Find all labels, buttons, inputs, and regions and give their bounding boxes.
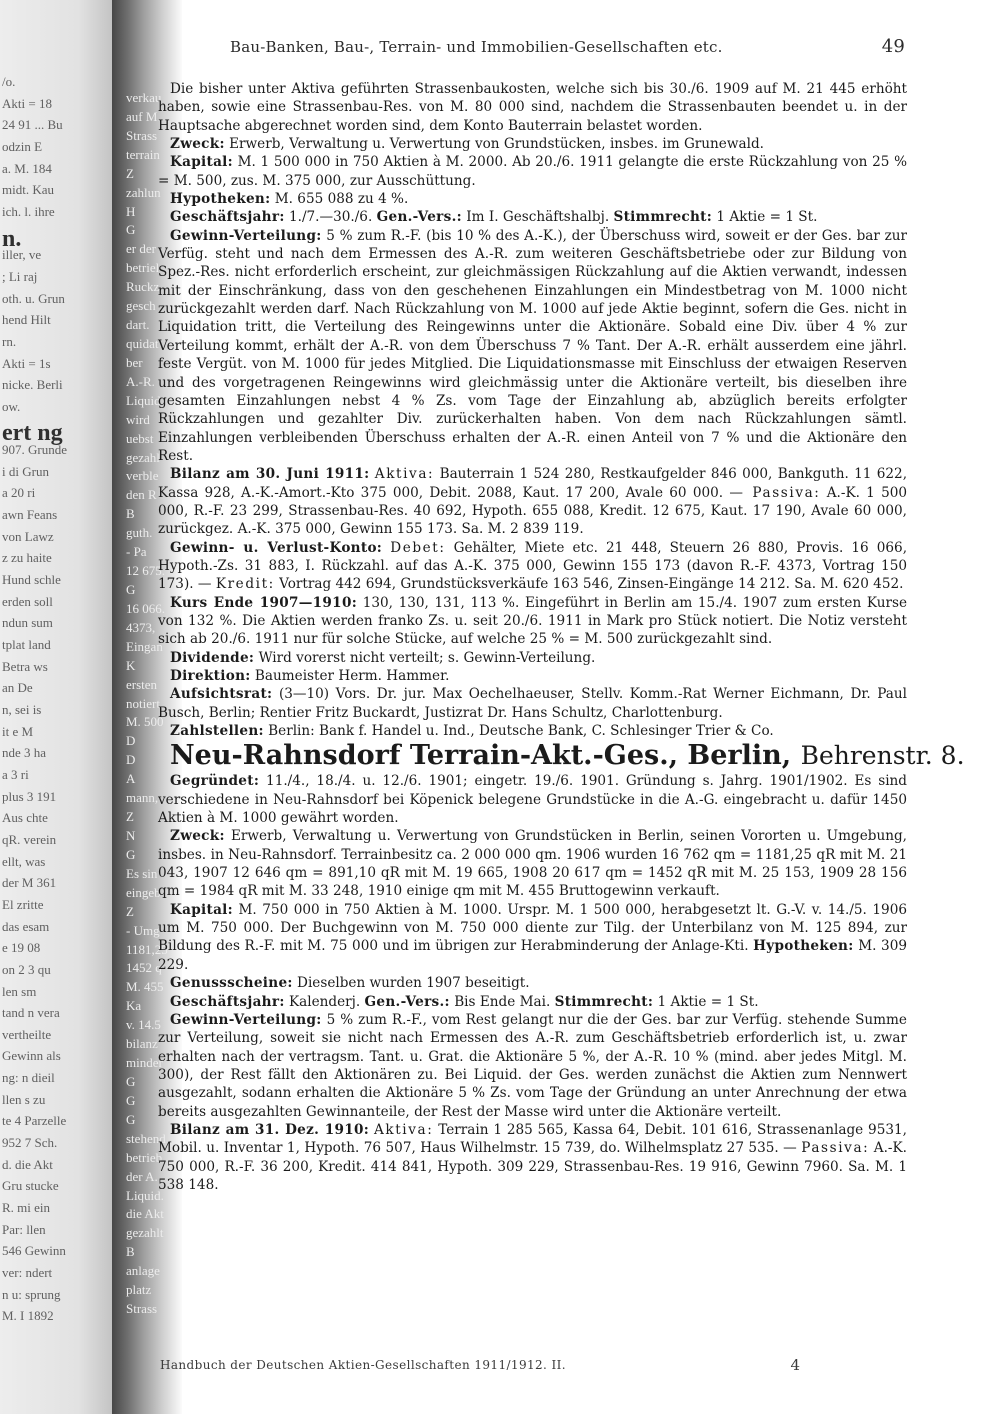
facing-page-fragment: midt. Kau (2, 182, 54, 198)
entry-gewinn-verteilung: Gewinn-Verteilung: 5 % zum R.-F. (bis 10 % des A.-K.), der Überschuss wird, soweit er der Ges. bar zur Verfüg. steht und nach dem Ermessen des A.-R. zum weiteren Geschäftsbetriebe oder zur Bildung von Spez.-Res. nicht erforderlich erscheint, zur gleichmässigen Rückzahlung auf die Aktien verwandt, indessen mit der Einschränkung, dass von den geschehenen Einzahlungen ein Mindestbetrag von M. 1000 nicht zurückgezahlt werden darf. Nach Rückzahlung von M. 1000 auf jede Aktie beginnt, sofern die Ges. nicht in Liquidation tritt, die Verteilung des Reingewinns unter die Aktionäre. Sobald eine Div. über 4 % zur Verteilung kommt, erhält der A.-R. von dem Überschuss 7 % Tant. Der A.-R. erhält ausserdem eine jährl. feste Vergüt. von M. 1000 für jedes Mitglied. Die Liquidationsmasse mit Einschluss der etwaigen Reserven und des vorgetragenen Reingewinns wird gleichmässig unter die Aktionäre verteilt, bis dieselben ihre gesamten Einzahlungen nebst 4 % Zs. vom Tage der Einzahlung ab, abzüglich bereits erfolgter Rückzahlungen und gezahlter Div. zurückerhalten haben. Von dem nach Rückzahlungen sämtl. Einzahlungen verbleibenden Überschuss erhalten der A.-R. einen Anteil von 7 % und die Aktionäre den Rest. (158, 227, 907, 464)
gutter-word: D (126, 733, 136, 749)
facing-page-fragment: i di Grun (2, 463, 49, 479)
gutter-word: G (126, 1111, 136, 1127)
gutter-word: notiert. (126, 695, 164, 711)
page-footer (160, 1358, 800, 1380)
facing-page-fragment: it e M (2, 723, 34, 739)
facing-page-fragment: R. mi ein (2, 1200, 51, 1216)
company-heading (158, 740, 965, 772)
gutter-word: Strass (126, 1301, 158, 1317)
gutter-word: 4373, (126, 619, 156, 635)
facing-page-fragment: awn Feans (2, 507, 58, 523)
gutter-word: G (126, 1074, 136, 1089)
gutter-word: der A. (126, 1168, 158, 1184)
entry-geschaeftsjahr: Geschäftsjahr: 1./7.—30./6. Gen.-Vers.: Im I. Geschäftshalbj. Stimmrecht: 1 Aktie = 1 St. (170, 209, 818, 226)
gutter-word: Es sin (126, 865, 158, 881)
gutter-word: auf M. (126, 108, 161, 124)
gutter-word: Liquid (126, 392, 161, 408)
facing-page-fragment: n, sei is (2, 702, 42, 717)
facing-page-fragment: erden soll (2, 593, 53, 609)
facing-page-fragment: iller, ve (2, 247, 42, 263)
facing-page-fragment: a 20 ri (2, 485, 36, 501)
gutter-word: Z (126, 903, 134, 919)
gutter-word: H (126, 203, 136, 219)
gutter-word: 1181,25 (126, 941, 168, 957)
gutter-word: Z (126, 809, 134, 825)
facing-page-fragment: a. M. 184 (2, 160, 52, 176)
entry-geschaeftsjahr-2: Geschäftsjahr: Kalenderj. Gen.-Vers.: Bis Ende Mai. Stimmrecht: 1 Aktie = 1 St. (170, 993, 759, 1010)
gutter-word: 1452 q (126, 960, 162, 976)
gutter-word: A.-R. (126, 373, 155, 389)
gutter-word: 16 066. (126, 600, 165, 616)
gutter-word: stehend (126, 1130, 166, 1146)
facing-page-fragment: Betra ws (2, 658, 48, 674)
facing-page-fragment: 24 91 ... Bu (2, 117, 63, 133)
facing-page-fragment: Hund schle (2, 572, 61, 588)
entry-kurs: Kurs Ende 1907—1910: 130, 130, 131, 113 %. Eingeführt in Berlin am 15./4. 1907 zum ersten Kurse von 132 %. Die Aktien werden franko Zs. u. seit 20./6. 1911 in Mark pro Stück notiert. Die Notiz versteht sich ab 20./6. 1911 nur für solche Stücke, auf welche 25 % = M. 500 zurückgezahlt sind. (158, 594, 908, 648)
main-column (130, 80, 965, 1194)
facing-page-fragment: Akti = 1s (2, 355, 51, 371)
gutter-word: den R (126, 487, 157, 503)
gutter-word: Liquid. (126, 1187, 164, 1203)
page-number: 49 (881, 36, 905, 57)
facing-page-fragment: das esam (2, 918, 50, 934)
facing-page-fragment: von Lawz (2, 528, 54, 544)
facing-page-fragment: z zu haite (2, 550, 52, 566)
gutter-word: dart. (126, 317, 150, 333)
gutter-word: minder (126, 1055, 163, 1071)
facing-page-fragment: a 3 ri (2, 766, 29, 782)
facing-page-fragment: llen s zu (2, 1091, 46, 1107)
gutter-word: anlage (126, 1263, 160, 1279)
gutter-word: guth. (126, 525, 153, 541)
entry-gewinn-verlust-konto: Gewinn- u. Verlust-Konto: Debet: Gehälter, Miete etc. 21 448, Steuern 26 880, Provis. 16 066, Hypoth.-Zs. 31 883, I. Rückzahl. auf das A.-K. 375 000, Gewinn 155 173 (davon R.-F. 4373, Vortrag 150 173). — Kredit: Vortrag 442 694, Grundstücksverkäufe 163 546, Zinsen-Eingänge 14 212. Sa. M. 620 452. (158, 539, 908, 593)
company-address: Behrenstr. 8. (800, 741, 965, 771)
gutter-word: terrain (126, 146, 160, 162)
facing-page-fragment: Aus chte (2, 810, 48, 826)
gutter-word: N (126, 828, 136, 843)
gutter-word: eingeb (126, 884, 161, 900)
facing-page-fragment: ert ng (2, 420, 63, 447)
facing-page-fragment: Akti = 18 (2, 95, 52, 111)
facing-page-fragment: qR. verein (2, 831, 57, 847)
entry-gewinn-verteilung-2: Gewinn-Verteilung: 5 % zum R.-F., vom Rest gelangt nur die der Ges. bar zur Verfüg. stehende Summe zur Verteilung, soweit sie nicht nach Ermessen des A.-R. zum Geschäftsbetrieb erforderlich ist, u. zwar erhalten nach der vertragsm. Tant. u. Grat. die Aktionäre 5 %, der A.-R. 10 % (mind. aber jedes Mitgl. M. 300), der Rest fällt den Aktionären zu. Bei Liquid. der Ges. werden zunächst die Aktien zum Nennwert ausgezahlt, sodann erhalten die Aktionäre 5 % Zs. vom Tage der Gründung an unter Anrechnung der etwa bereits ausgezahlten Gewinnanteile, der Rest der Masse wird unter die Aktionäre verteilt. (158, 1011, 907, 1120)
facing-page-fragment: El zritte (2, 896, 44, 912)
gutter-word: betrieb (126, 1149, 163, 1165)
facing-page-fragment: d. die Akt (2, 1156, 53, 1172)
facing-page-fragment: oth. u. Grun (2, 290, 65, 306)
entry-gegruendet: Gegründet: 11./4., 18./4. u. 12./6. 1901; eingetr. 19./6. 1901. Gründung s. Jahrg. 1901/1902. Es sind verschiedene in Neu-Rahnsdorf bei Köpenick belegene Grundstücke in die A.-G. eingebracht u. dafür 1450 Aktien à M. 1000 gewährt worden. (158, 773, 907, 827)
gutter-word: 12 675. (126, 563, 165, 579)
facing-page-fragment: 907. Grunde (2, 442, 67, 458)
entry-aufsichtsrat: Aufsichtsrat: (3—10) Vors. Dr. jur. Max Oechelhaeuser, Stellv. Komm.-Rat Werner Eichmann, Dr. Paul Busch, Berlin; Rentier Fritz Buckardt, Justizrat Dr. Hans Schultz, Charlottenburg. (158, 686, 908, 721)
running-header (230, 38, 905, 64)
gutter-word: A (126, 771, 136, 787)
entry-zweck: Zweck: Erwerb, Verwaltung u. Verwertung von Grundstücken, insbes. im Grunewald. (170, 136, 764, 153)
gutter-word: gezahlt (126, 1225, 164, 1241)
facing-page-fragment: ng: n dieil (2, 1070, 55, 1086)
gutter-word: M. 500 (126, 714, 164, 730)
facing-page-fragment: an De (2, 680, 33, 696)
gutter-word: betriel (126, 260, 160, 276)
facing-page-fragment: rn. (2, 333, 17, 349)
facing-page-fragment: n. (2, 225, 22, 252)
facing-page-fragment: vertheilte (2, 1026, 52, 1042)
gutter-word: Ka (126, 998, 142, 1014)
gutter-word: die Akt (126, 1206, 164, 1222)
gutter-word: Strass (126, 127, 158, 143)
facing-page-fragment: nicke. Berli (2, 377, 63, 393)
gutter-word: - Umg (126, 922, 160, 938)
facing-page-fragment: Par: llen (2, 1221, 46, 1237)
gutter-word: mann, (126, 790, 159, 806)
gutter-word: wird (126, 411, 150, 427)
company-name: Neu-Rahnsdorf Terrain-Akt.-Ges., Berlin, (170, 740, 792, 772)
facing-page-fragment: tand n vera (2, 1005, 60, 1021)
entry-bilanz: Bilanz am 30. Juni 1911: Aktiva: Bauterrain 1 524 280, Restkaufgelder 846 000, Bankguth. 11 622, Kassa 928, A.-K.-Amort.-Kto 375 000, Debit. 2088, Kaut. 17 200, Avale 60 000. — Passiva: A.-K. 1 500 000, R.-F. 23 299, Strassenbau-Res. 40 692, Hypoth. 655 088, Kredit. 12 675, Kaut. 17 190, Avale 60 000, zurückgez. A.-K. 375 000, Gewinn 155 173. Sa. M. 2 839 119. (158, 466, 908, 538)
gutter-word: G (126, 846, 136, 862)
gutter-word: B (126, 506, 135, 522)
facing-page-fragment: ndun sum (2, 615, 53, 631)
entry-zweck-2: Zweck: Erwerb, Verwaltung u. Verwertung von Grundstücken in Berlin, seinen Vororten u. Umgebung, insbes. in Neu-Rahnsdorf. Terrainbesitz ca. 2 000 000 qm. 1906 wurden 16 762 qm = 1181,25 qR mit M. 21 043, 1907 12 646 qm = 891,10 qR mit M. 19 665, 1908 20 617 qm = 1452 qR mit M. 25 153, 1909 28 156 qm = 1984 qR mit M. 33 248, 1910 einige qm mit M. 455 Bruttogewinn verkauft. (158, 828, 908, 900)
facing-page-fragment: n u: sprung (2, 1286, 61, 1302)
sheet-signature: 4 (790, 1356, 800, 1374)
gutter-word: G (126, 222, 136, 238)
facing-page-fragment: Gru stucke (2, 1178, 59, 1194)
entry-zahlstellen: Zahlstellen: Berlin: Bank f. Handel u. Ind., Deutsche Bank, C. Schlesinger Trier & Co. (170, 723, 774, 740)
entry-genussscheine: Genussscheine: Dieselben wurden 1907 beseitigt. (170, 975, 530, 992)
gutter-word: uebst (126, 430, 154, 446)
gutter-word: D (126, 752, 136, 768)
facing-page-fragment: M. I 1892 (2, 1308, 54, 1324)
gutter-word: K (126, 657, 136, 673)
facing-page-fragment: tplat land (2, 637, 51, 653)
gutter-word: ersten (126, 676, 158, 692)
facing-page-fragment: te 4 Parzelle (2, 1113, 67, 1129)
running-title: Bau-Banken, Bau-, Terrain- und Immobilien-Gesellschaften etc. (230, 38, 723, 56)
entry-kapital: Kapital: M. 1 500 000 in 750 Aktien à M. 2000. Ab 20./6. 1911 gelangte die erste Rückzahlung von 25 % = M. 500, zus. M. 375 000, zur Ausschüttung. (158, 154, 907, 189)
facing-page-fragment: 952 7 Sch. (2, 1135, 58, 1151)
gutter-word: - Pa (126, 544, 147, 560)
gutter-word: v. 14.5 (126, 1017, 161, 1033)
gutter-word: gesch (126, 298, 156, 314)
entry-dividende: Dividende: Wird vorerst nicht verteilt; s. Gewinn-Verteilung. (170, 649, 596, 666)
gutter-word: zahlun (126, 184, 161, 200)
gutter-word: bilanz (126, 1036, 158, 1052)
facing-page-fragment: e 19 08 (2, 940, 41, 956)
facing-page-fragment: ow. (2, 398, 21, 414)
gutter-word: quidat (126, 336, 159, 351)
gutter-word: Z (126, 165, 134, 181)
facing-page-fragment: plus 3 191 (2, 788, 57, 804)
facing-page-fragment: ; Li raj (2, 268, 38, 284)
gutter-word: M. 455 (126, 979, 164, 995)
entry-direktion: Direktion: Baumeister Herm. Hammer. (170, 668, 450, 684)
paragraph-street-costs: Die bisher unter Aktiva geführten Strassenbaukosten, welche sich bis 30./6. 1909 auf M. 21 445 erhöht haben, sowie eine Strassenbau-Res. von M. 80 000 sind, nachdem die Strassenbauten beendet u. in der Hauptsache abgerechnet worden sind, dem Konto Bauterrain belastet worden. (158, 81, 907, 134)
facing-page-fragment: hend Hilt (2, 312, 51, 328)
gutter-word: Eingan (126, 638, 163, 654)
facing-page-fragment: /o. (2, 74, 16, 89)
gutter-word: verkau (126, 90, 162, 105)
facing-page-strip (0, 0, 112, 1414)
gutter-word: platz (126, 1282, 152, 1298)
gutter-word: Ruckz (126, 279, 160, 295)
gutter-word: ber (126, 354, 143, 370)
facing-page-fragment: ellt, was (2, 853, 46, 869)
gutter-word: verble (126, 468, 159, 484)
entry-kapital-2: Kapital: M. 750 000 in 750 Aktien à M. 1000. Urspr. M. 1 500 000, herabgesetzt lt. G.-V. v. 14./5. 1906 um M. 750 000. Der Buchgewinn von M. 750 000 diente zur Tilg. der Unterbilanz von M. 125 894, zur Bildung des R.-F. mit M. 75 000 und im übrigen zur Herabminderung der Anlage-Kti. Hypotheken: M. 309 229. (158, 901, 907, 973)
facing-page-fragment: on 2 3 qu (2, 961, 51, 977)
facing-page-fragment: len sm (2, 983, 37, 999)
gutter-word: G (126, 582, 136, 597)
gutter-word: er der (126, 241, 156, 257)
footer-source: Handbuch der Deutschen Aktien-Gesellschaften 1911/1912. II. (160, 1358, 566, 1372)
facing-page-fragment: der M 361 (2, 875, 57, 891)
gutter-word: B (126, 1244, 135, 1260)
facing-page-fragment: 546 Gewinn (2, 1243, 66, 1259)
gutter-word: gezahl (126, 449, 160, 465)
gutter-word: G (126, 1092, 136, 1108)
entry-hypotheken: Hypotheken: M. 655 088 zu 4 %. (170, 191, 409, 208)
facing-page-fragment: Gewinn als (2, 1048, 61, 1064)
facing-page-fragment: nde 3 ha (2, 745, 47, 761)
facing-page-fragment: odzin E (2, 138, 43, 154)
facing-page-fragment: ver: ndert (2, 1265, 53, 1281)
facing-page-fragment: ich. l. ihre (2, 203, 55, 219)
entry-bilanz-2: Bilanz am 31. Dez. 1910: Aktiva: Terrain 1 285 565, Kassa 64, Debit. 101 616, Strassenanlage 9531, Mobil. u. Inventar 1, Hypoth. 76 507, Haus Wilhelmstr. 15 739, do. Wilhelmsplatz 27 535. — Passiva: A.-K. 750 000, R.-F. 36 200, Kredit. 414 841, Hypoth. 309 229, Strassenbau-Res. 19 916, Gewinn 7960. Sa. M. 1 538 148. (158, 1121, 908, 1193)
